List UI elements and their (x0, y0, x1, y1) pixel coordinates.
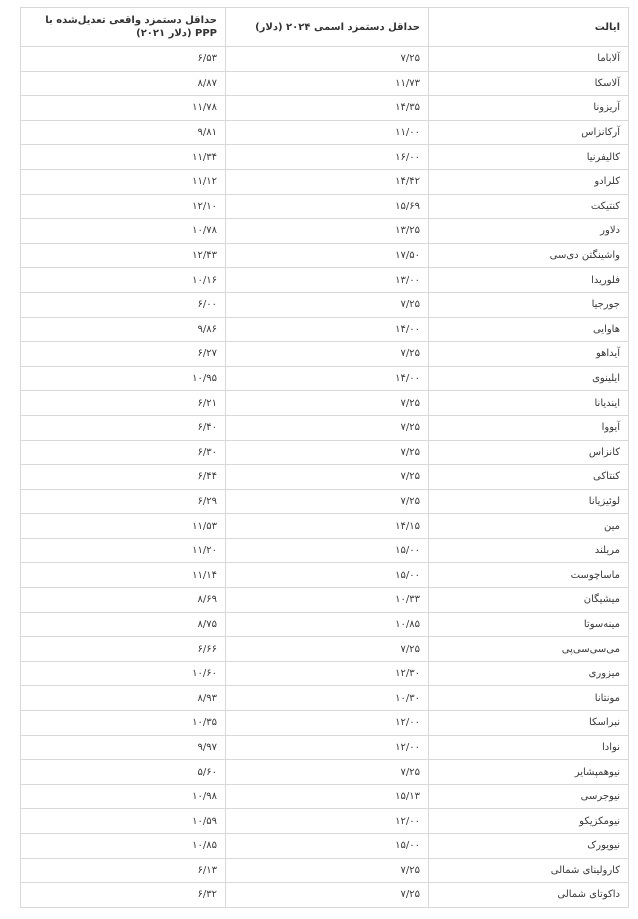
cell-nominal-wage: ۷/۲۵ (226, 760, 429, 785)
table-row (21, 366, 629, 391)
table-row (21, 342, 629, 367)
cell-nominal-wage: ۱۳/۰۰ (226, 268, 429, 293)
table-row (21, 563, 629, 588)
table-row (21, 465, 629, 490)
table-header-row (21, 8, 629, 47)
cell-nominal-wage: ۷/۲۵ (226, 883, 429, 908)
cell-real-wage: ۹/۸۶ (21, 317, 226, 342)
table-row (21, 169, 629, 194)
cell-state: لوئیزیانا (429, 489, 629, 514)
table-row (21, 317, 629, 342)
table-row (21, 514, 629, 539)
table-row (21, 883, 629, 908)
cell-nominal-wage: ۱۰/۳۳ (226, 588, 429, 613)
table-row (21, 391, 629, 416)
cell-state: کلرادو (429, 169, 629, 194)
cell-state: نیومکزیکو (429, 809, 629, 834)
minimum-wage-table (20, 7, 629, 908)
cell-state: جورجیا (429, 292, 629, 317)
cell-nominal-wage: ۷/۲۵ (226, 342, 429, 367)
cell-real-wage: ۱۱/۲۰ (21, 538, 226, 563)
cell-state: آیووا (429, 415, 629, 440)
table-row (21, 292, 629, 317)
table-row (21, 415, 629, 440)
header-nominal-wage: حداقل دستمزد اسمی ۲۰۲۴ (دلار) (226, 8, 429, 47)
cell-real-wage: ۶/۲۹ (21, 489, 226, 514)
cell-state: نیوجرسی (429, 784, 629, 809)
cell-state: فلوریدا (429, 268, 629, 293)
cell-real-wage: ۶/۳۰ (21, 440, 226, 465)
cell-real-wage: ۶/۵۳ (21, 47, 226, 72)
cell-nominal-wage: ۱۵/۰۰ (226, 563, 429, 588)
cell-nominal-wage: ۱۴/۱۵ (226, 514, 429, 539)
cell-real-wage: ۱۰/۷۸ (21, 219, 226, 244)
cell-real-wage: ۱۲/۱۰ (21, 194, 226, 219)
cell-state: آریزونا (429, 96, 629, 121)
cell-state: نوادا (429, 735, 629, 760)
table-container (20, 7, 628, 908)
cell-nominal-wage: ۱۶/۰۰ (226, 145, 429, 170)
cell-real-wage: ۱۰/۶۰ (21, 661, 226, 686)
cell-nominal-wage: ۱۴/۴۲ (226, 169, 429, 194)
table-row (21, 243, 629, 268)
cell-real-wage: ۵/۶۰ (21, 760, 226, 785)
table-row (21, 834, 629, 859)
cell-nominal-wage: ۱۲/۰۰ (226, 809, 429, 834)
cell-real-wage: ۶/۰۰ (21, 292, 226, 317)
cell-real-wage: ۱۱/۱۴ (21, 563, 226, 588)
table-row (21, 120, 629, 145)
cell-nominal-wage: ۱۵/۶۹ (226, 194, 429, 219)
cell-real-wage: ۸/۸۷ (21, 71, 226, 96)
table-row (21, 784, 629, 809)
cell-real-wage: ۸/۷۵ (21, 612, 226, 637)
cell-state: مریلند (429, 538, 629, 563)
cell-real-wage: ۶/۶۶ (21, 637, 226, 662)
cell-nominal-wage: ۷/۲۵ (226, 391, 429, 416)
cell-state: هاوایی (429, 317, 629, 342)
cell-nominal-wage: ۱۲/۰۰ (226, 711, 429, 736)
header-real-wage: حداقل دستمزد واقعی تعدیل‌شده با PPP (دلار ۲۰۲۱) (21, 8, 226, 47)
table-row (21, 440, 629, 465)
table-row (21, 686, 629, 711)
cell-state: مینه‌سوتا (429, 612, 629, 637)
cell-nominal-wage: ۱۲/۳۰ (226, 661, 429, 686)
cell-real-wage: ۱۰/۱۶ (21, 268, 226, 293)
table-row (21, 760, 629, 785)
table-row (21, 47, 629, 72)
cell-state: کنتاکی (429, 465, 629, 490)
cell-nominal-wage: ۱۴/۰۰ (226, 317, 429, 342)
table-row (21, 194, 629, 219)
cell-nominal-wage: ۷/۲۵ (226, 858, 429, 883)
cell-real-wage: ۹/۸۱ (21, 120, 226, 145)
table-row (21, 661, 629, 686)
cell-nominal-wage: ۱۱/۰۰ (226, 120, 429, 145)
cell-real-wage: ۸/۶۹ (21, 588, 226, 613)
cell-state: میشیگان (429, 588, 629, 613)
cell-real-wage: ۱۰/۳۵ (21, 711, 226, 736)
cell-real-wage: ۶/۱۳ (21, 858, 226, 883)
cell-state: آلاسکا (429, 71, 629, 96)
cell-state: آرکانزاس (429, 120, 629, 145)
cell-state: کالیفرنیا (429, 145, 629, 170)
cell-nominal-wage: ۷/۲۵ (226, 47, 429, 72)
cell-nominal-wage: ۷/۲۵ (226, 440, 429, 465)
table-row (21, 145, 629, 170)
cell-real-wage: ۱۲/۴۳ (21, 243, 226, 268)
cell-real-wage: ۱۰/۹۸ (21, 784, 226, 809)
cell-nominal-wage: ۱۴/۰۰ (226, 366, 429, 391)
cell-nominal-wage: ۱۰/۸۵ (226, 612, 429, 637)
table-row (21, 268, 629, 293)
cell-real-wage: ۶/۴۴ (21, 465, 226, 490)
cell-state: کانزاس (429, 440, 629, 465)
cell-nominal-wage: ۱۵/۰۰ (226, 834, 429, 859)
cell-state: نیویورک (429, 834, 629, 859)
cell-real-wage: ۱۱/۳۴ (21, 145, 226, 170)
cell-real-wage: ۱۰/۹۵ (21, 366, 226, 391)
cell-state: میزوری (429, 661, 629, 686)
cell-state: مونتانا (429, 686, 629, 711)
table-row (21, 489, 629, 514)
cell-state: می‌سی‌سی‌پی (429, 637, 629, 662)
cell-nominal-wage: ۱۰/۳۰ (226, 686, 429, 711)
table-row (21, 858, 629, 883)
cell-nominal-wage: ۱۷/۵۰ (226, 243, 429, 268)
cell-state: داکوتای شمالی (429, 883, 629, 908)
cell-state: نیوهمپشایر (429, 760, 629, 785)
table-row (21, 588, 629, 613)
cell-real-wage: ۹/۹۷ (21, 735, 226, 760)
cell-state: نبراسکا (429, 711, 629, 736)
header-state: ایالت (429, 8, 629, 47)
cell-nominal-wage: ۱۵/۰۰ (226, 538, 429, 563)
cell-state: آیداهو (429, 342, 629, 367)
cell-real-wage: ۶/۳۲ (21, 883, 226, 908)
table-row (21, 538, 629, 563)
cell-state: ایندیانا (429, 391, 629, 416)
table-row (21, 637, 629, 662)
cell-nominal-wage: ۱۳/۲۵ (226, 219, 429, 244)
cell-state: کارولینای شمالی (429, 858, 629, 883)
cell-nominal-wage: ۱۵/۱۳ (226, 784, 429, 809)
cell-real-wage: ۱۱/۱۲ (21, 169, 226, 194)
cell-real-wage: ۱۱/۵۳ (21, 514, 226, 539)
cell-real-wage: ۱۰/۸۵ (21, 834, 226, 859)
cell-state: مین (429, 514, 629, 539)
cell-nominal-wage: ۷/۲۵ (226, 292, 429, 317)
cell-real-wage: ۱۱/۷۸ (21, 96, 226, 121)
cell-nominal-wage: ۷/۲۵ (226, 465, 429, 490)
table-row (21, 96, 629, 121)
table-row (21, 735, 629, 760)
cell-nominal-wage: ۱۴/۳۵ (226, 96, 429, 121)
table-row (21, 71, 629, 96)
cell-nominal-wage: ۷/۲۵ (226, 489, 429, 514)
cell-real-wage: ۶/۲۷ (21, 342, 226, 367)
table-row (21, 612, 629, 637)
cell-real-wage: ۸/۹۳ (21, 686, 226, 711)
cell-state: آلاباما (429, 47, 629, 72)
table-row (21, 809, 629, 834)
table-row (21, 219, 629, 244)
table-body (21, 47, 629, 908)
cell-state: ایلینوی (429, 366, 629, 391)
cell-nominal-wage: ۷/۲۵ (226, 415, 429, 440)
cell-state: کنتیکت (429, 194, 629, 219)
table-row (21, 711, 629, 736)
cell-nominal-wage: ۱۲/۰۰ (226, 735, 429, 760)
cell-real-wage: ۶/۴۰ (21, 415, 226, 440)
cell-state: واشینگتن دی‌سی (429, 243, 629, 268)
cell-state: ماساچوست (429, 563, 629, 588)
cell-nominal-wage: ۱۱/۷۳ (226, 71, 429, 96)
cell-nominal-wage: ۷/۲۵ (226, 637, 429, 662)
cell-real-wage: ۶/۲۱ (21, 391, 226, 416)
cell-real-wage: ۱۰/۵۹ (21, 809, 226, 834)
cell-state: دلاور (429, 219, 629, 244)
